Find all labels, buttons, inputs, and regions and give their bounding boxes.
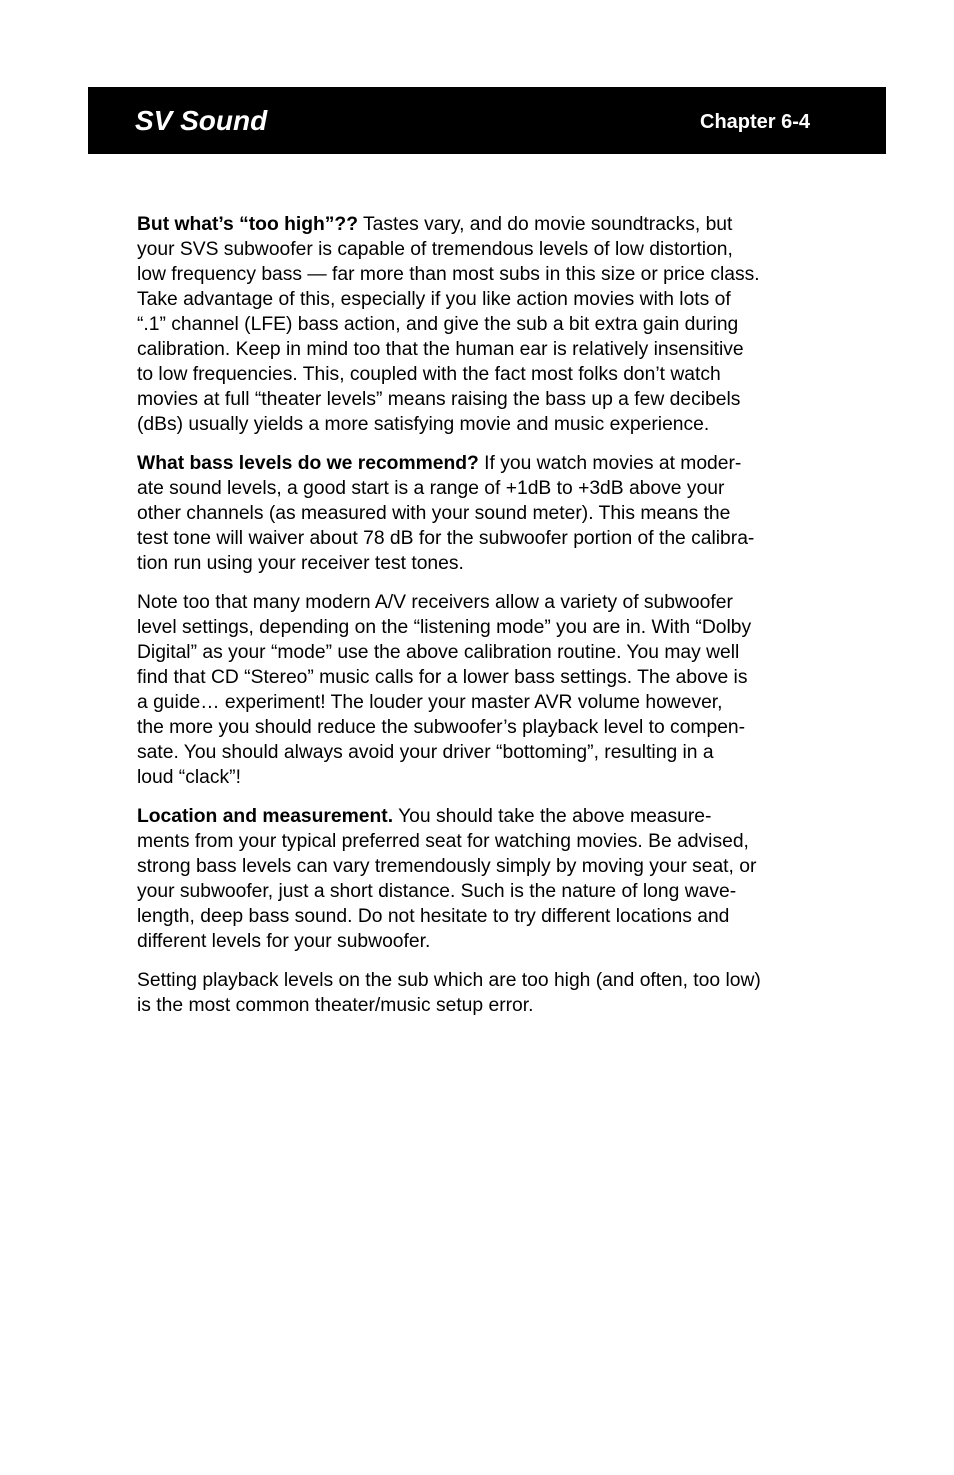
paragraph-text: You should take the above measure- ments from your typical preferred seat for watching movies. Be advised, strong bass levels can vary tremendously simply by moving your seat, or your subwoofer, just a short distance. Such is the nature of long wave- length, deep bass sound. Do not hesitate to try different locations and different levels for your subwoofer.: [137, 806, 757, 952]
paragraph-recommended-levels: [137, 451, 849, 576]
paragraph-text: Tastes vary, and do movie soundtracks, but your SVS subwoofer is capable of tremendous levels of low distortion, low frequency bass — far more than most subs in this size or price class. Take advantage of this, especially if you like action movies with lots of “.1” channel (LFE) bass action, and give the sub a bit extra gain during calibration. Keep in mind too that the human ear is relatively insensitive to low frequencies. This, coupled with the fact most folks don’t watch movies at full “theater levels” means raising the bass up a few decibels (dBs) usually yields a more satisfying movie and music experience.: [137, 214, 760, 435]
brand-title: SV Sound: [135, 105, 268, 136]
paragraph-common-error: [137, 968, 849, 1018]
chapter-label: Chapter 6-4: [700, 111, 811, 133]
paragraph-text: Setting playback levels on the sub which are too high (and often, too low) is the most common theater/music setup error.: [137, 970, 761, 1016]
body-text: [137, 212, 849, 1032]
paragraph-text: Note too that many modern A/V receivers allow a variety of subwoofer level settings, depending on the “listening mode” you are in. With “Dolby Digital” as your “mode” use the above calibration routine. You may well find that CD “Stereo” music calls for a lower bass settings. The above is a guide… experiment! The louder your master AVR volume however, the more you should reduce the subwoofer’s playback level to compen- sate. You should always avoid your driver “bottoming”, resulting in a loud “clack”!: [137, 592, 752, 788]
paragraph-receiver-modes: [137, 590, 849, 790]
page-header: [88, 87, 886, 154]
paragraph-location-measurement: [137, 804, 849, 954]
paragraph-too-high: [137, 212, 849, 437]
paragraph-text: If you watch movies at moder- ate sound levels, a good start is a range of +1dB to +3dB above your other channels (as measured with your sound meter). This means the test tone will waiver about 78 dB for the subwoofer portion of the calibra- tion run using your receiver test tones.: [137, 453, 755, 574]
paragraph-heading: What bass levels do we recommend?: [137, 453, 479, 474]
paragraph-heading: But what’s “too high”??: [137, 214, 358, 235]
paragraph-heading: Location and measurement.: [137, 806, 394, 827]
